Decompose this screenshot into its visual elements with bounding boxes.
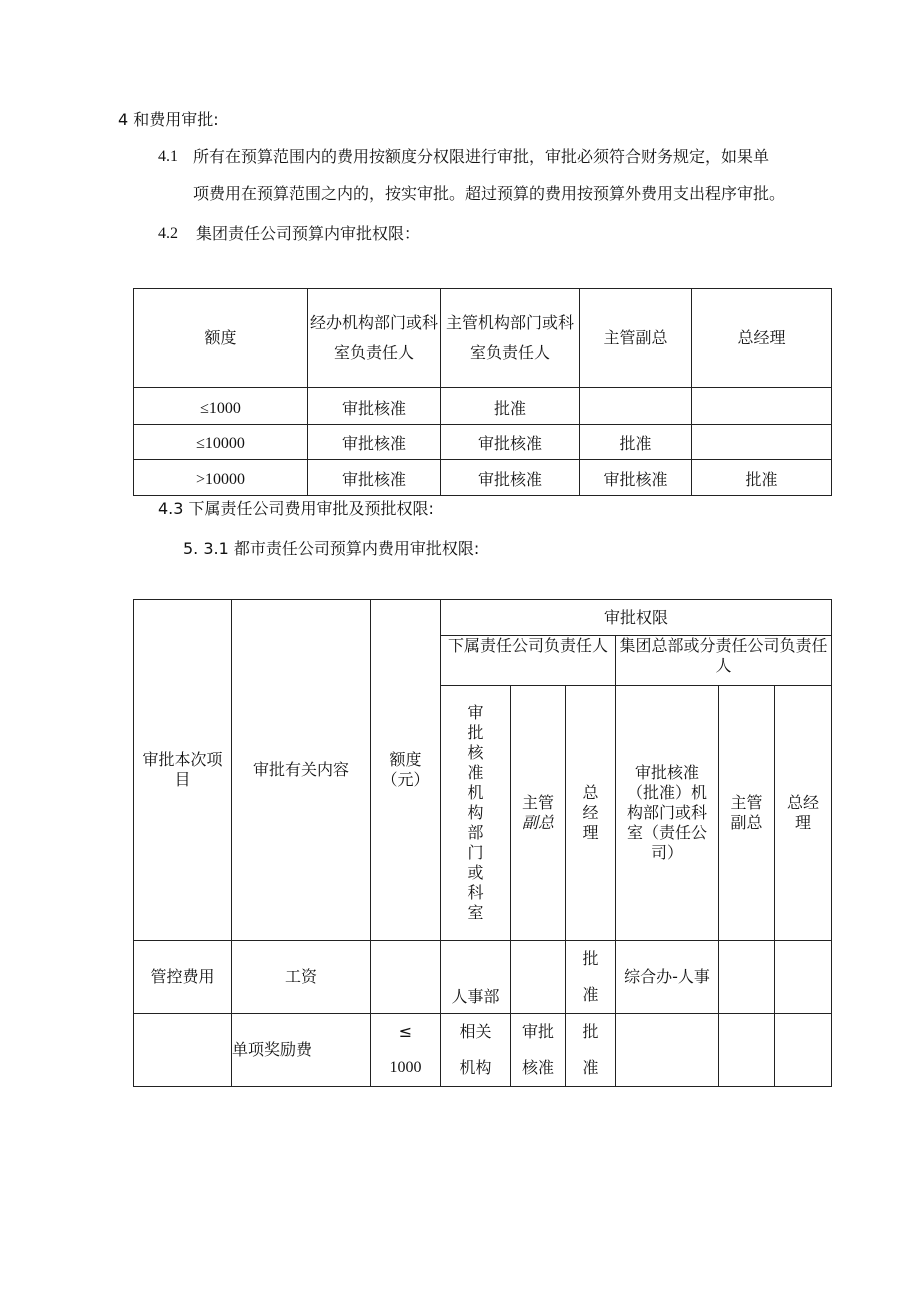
table-cell: 审批核准 bbox=[308, 425, 441, 460]
cell-text: 批 bbox=[582, 949, 599, 968]
table-cell bbox=[371, 941, 441, 1014]
table-cell bbox=[511, 1014, 566, 1087]
table-cell: 单项奖励费 bbox=[232, 1014, 371, 1087]
cell-text: 审批 bbox=[521, 1022, 554, 1041]
table-cell: ≤10000 bbox=[134, 425, 308, 460]
header-cell: 经办机构部门或科室负责任人 bbox=[308, 289, 441, 388]
header-cell: 主管机构部门或科室负责任人 bbox=[441, 289, 580, 388]
header-cell: 审批权限 bbox=[441, 600, 832, 636]
vertical-text: 审批核准机构部门或科室 bbox=[467, 703, 484, 922]
table-cell bbox=[566, 1014, 616, 1087]
header-text: 主管 bbox=[521, 793, 554, 812]
table-cell: 综合办-人事 bbox=[616, 941, 719, 1014]
clause-heading: 4.3 下属责任公司费用审批及预批权限: bbox=[158, 499, 434, 518]
clause-heading: 5. 3.1 都市责任公司预算内费用审批权限: bbox=[183, 539, 480, 558]
header-cell: 总经理 bbox=[775, 686, 832, 941]
header-cell bbox=[511, 686, 566, 941]
cell-text: 批 bbox=[582, 1022, 599, 1041]
header-cell: 审批核准（批准）机构部门或科室（责任公司） bbox=[616, 686, 719, 941]
table-cell: 批准 bbox=[692, 460, 832, 496]
header-cell: 主管副总 bbox=[719, 686, 775, 941]
cell-text: 相关 bbox=[459, 1022, 492, 1041]
cell-text: 准 bbox=[582, 985, 599, 1004]
header-cell bbox=[566, 686, 616, 941]
cell-text: ≤ bbox=[398, 1022, 413, 1041]
table-cell: 审批核准 bbox=[441, 460, 580, 496]
clause-number: 4.2 bbox=[158, 225, 178, 242]
table-cell bbox=[692, 425, 832, 460]
table-cell: 审批核准 bbox=[441, 425, 580, 460]
header-cell bbox=[441, 686, 511, 941]
table-cell: 人事部 bbox=[441, 941, 511, 1014]
table-cell: 审批核准 bbox=[308, 388, 441, 425]
table-cell: ≤1000 bbox=[134, 388, 308, 425]
approval-table-group bbox=[133, 288, 832, 496]
table-cell bbox=[616, 1014, 719, 1087]
table-cell bbox=[580, 388, 692, 425]
table-cell: 管控费用 bbox=[134, 941, 232, 1014]
table-cell bbox=[511, 941, 566, 1014]
clause-number: 4.1 bbox=[158, 148, 178, 165]
header-cell: 总经理 bbox=[692, 289, 832, 388]
cell-text: 准 bbox=[582, 1058, 599, 1077]
table-cell: 审批核准 bbox=[308, 460, 441, 496]
table-cell bbox=[692, 388, 832, 425]
table-cell bbox=[371, 1014, 441, 1087]
header-cell: 审批有关内容 bbox=[232, 600, 371, 941]
header-cell: 审批本次项目 bbox=[134, 600, 232, 941]
table-cell bbox=[719, 1014, 775, 1087]
table-cell: 审批核准 bbox=[580, 460, 692, 496]
table-cell bbox=[441, 1014, 511, 1087]
header-cell: 集团总部或分责任公司负责任人 bbox=[616, 636, 832, 686]
header-cell: 主管副总 bbox=[580, 289, 692, 388]
table-cell: 批准 bbox=[580, 425, 692, 460]
table-cell bbox=[566, 941, 616, 1014]
vertical-text: 总经理 bbox=[582, 783, 599, 842]
header-cell: 下属责任公司负责任人 bbox=[441, 636, 616, 686]
clause-heading: 集团责任公司预算内审批权限： bbox=[196, 224, 421, 243]
header-cell: 额度 bbox=[134, 289, 308, 388]
table-cell bbox=[134, 1014, 232, 1087]
table-cell: 工资 bbox=[232, 941, 371, 1014]
approval-table-subsidiary bbox=[133, 599, 832, 1087]
cell-text: 1000 bbox=[389, 1059, 422, 1076]
table-cell: 批准 bbox=[441, 388, 580, 425]
table-cell bbox=[719, 941, 775, 1014]
table-cell bbox=[775, 941, 832, 1014]
section-heading: 4 和费用审批: bbox=[118, 110, 219, 129]
header-cell: 额度（元） bbox=[371, 600, 441, 941]
paragraph-line: 项费用在预算范围之内的，按实审批。超过预算的费用按预算外费用支出程序审批。 bbox=[193, 184, 786, 203]
table-cell bbox=[775, 1014, 832, 1087]
cell-text: 核准 bbox=[521, 1058, 554, 1077]
paragraph-line: 所有在预算范围内的费用按额度分权限进行审批，审批必须符合财务规定，如果单 bbox=[193, 147, 770, 166]
table-cell: >10000 bbox=[134, 460, 308, 496]
header-text: 副总 bbox=[521, 813, 554, 832]
cell-text: 机构 bbox=[459, 1058, 492, 1077]
